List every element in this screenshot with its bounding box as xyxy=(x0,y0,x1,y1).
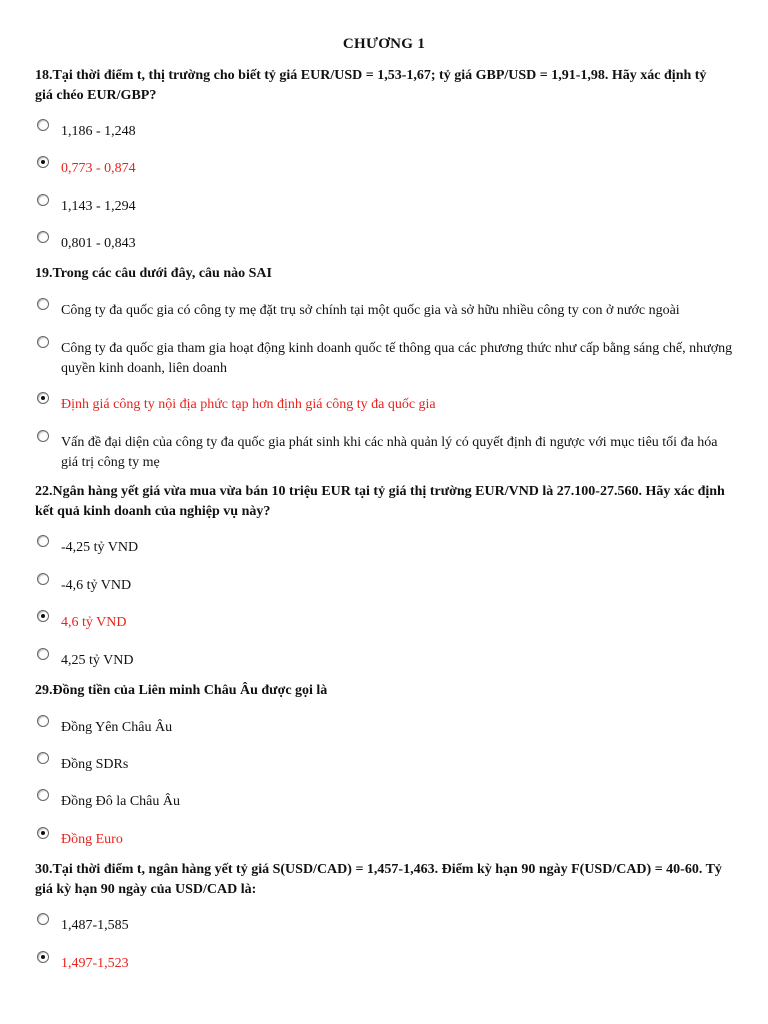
answer-option[interactable] xyxy=(37,755,737,775)
answer-option[interactable] xyxy=(37,916,737,936)
question-18-text: 18.Tại thời điểm t, thị trường cho biết tỷ giá EUR/USD = 1,53-1,67; tỷ giá GBP/USD = 1,91-1,98. Hãy xác định tỷ giá chéo EUR/GBP? xyxy=(35,68,707,103)
radio-button-checked-icon[interactable] xyxy=(37,392,49,404)
question-30-text: 30.Tại thời điểm t, ngân hàng yết tỷ giá S(USD/CAD) = 1,457-1,463. Điểm kỳ hạn 90 ngày F(USD/CAD) = 40-60. Tỷ giá kỳ hạn 90 ngày của USD/CAD là: xyxy=(35,862,722,897)
answer-option-label: 0,773 - 0,874 xyxy=(61,161,136,176)
radio-button-icon[interactable] xyxy=(37,752,49,764)
answer-option[interactable] xyxy=(37,122,737,142)
radio-button-icon[interactable] xyxy=(37,430,49,442)
radio-button-icon[interactable] xyxy=(37,535,49,547)
answer-option-label: 1,143 - 1,294 xyxy=(61,199,136,214)
answer-option-label: Công ty đa quốc gia tham gia hoạt động kinh doanh quốc tế thông qua các phương thức như cấp bằng sáng chế, nhượng quyền kinh doanh, liên doanh xyxy=(61,341,733,376)
answer-option-label: -4,25 tỷ VND xyxy=(61,540,139,555)
answer-option[interactable] xyxy=(37,718,737,738)
answer-option-label: 4,6 tỷ VND xyxy=(61,615,127,630)
answer-option-selected[interactable] xyxy=(37,395,737,415)
answer-option-label: 4,25 tỷ VND xyxy=(61,653,134,668)
radio-button-icon[interactable] xyxy=(37,119,49,131)
answer-option-label: Đồng Yên Châu Âu xyxy=(61,720,173,735)
answer-option-label: Công ty đa quốc gia có công ty mẹ đặt trụ sở chính tại một quốc gia và sở hữu nhiều công ty con ở nước ngoài xyxy=(61,303,680,318)
answer-option-selected[interactable] xyxy=(37,613,737,633)
question-19-text: 19.Trong các câu dưới đây, câu nào SAI xyxy=(35,266,272,281)
answer-option[interactable] xyxy=(37,433,737,473)
radio-button-checked-icon[interactable] xyxy=(37,610,49,622)
answer-option-label: -4,6 tỷ VND xyxy=(61,578,132,593)
radio-button-icon[interactable] xyxy=(37,194,49,206)
radio-button-icon[interactable] xyxy=(37,573,49,585)
answer-option-selected[interactable] xyxy=(37,159,737,179)
chapter-title: CHƯƠNG 1 xyxy=(342,36,426,52)
answer-option-label: Đồng Đô la Châu Âu xyxy=(61,794,180,809)
answer-option[interactable] xyxy=(37,538,737,558)
answer-option[interactable] xyxy=(37,234,737,254)
answer-option-label: 0,801 - 0,843 xyxy=(61,236,136,251)
answer-option-label: 1,497-1,523 xyxy=(61,956,129,971)
answer-option[interactable] xyxy=(37,339,737,379)
radio-button-checked-icon[interactable] xyxy=(37,156,49,168)
answer-option[interactable] xyxy=(37,576,737,596)
answer-option[interactable] xyxy=(37,301,737,321)
radio-button-icon[interactable] xyxy=(37,789,49,801)
radio-button-checked-icon[interactable] xyxy=(37,951,49,963)
answer-option[interactable] xyxy=(37,792,737,812)
answer-option-selected[interactable] xyxy=(37,830,737,850)
radio-button-checked-icon[interactable] xyxy=(37,827,49,839)
question-22-text: 22.Ngân hàng yết giá vừa mua vừa bán 10 triệu EUR tại tỷ giá thị trường EUR/VND là 27.100-27.560. Hãy xác định kết quả kinh doanh của nghiệp vụ này? xyxy=(35,484,725,519)
answer-option[interactable] xyxy=(37,651,737,671)
radio-button-icon[interactable] xyxy=(37,913,49,925)
answer-option-selected[interactable] xyxy=(37,954,737,974)
radio-button-icon[interactable] xyxy=(37,298,49,310)
radio-button-icon[interactable] xyxy=(37,336,49,348)
answer-option-label: Đồng Euro xyxy=(61,832,123,847)
radio-button-icon[interactable] xyxy=(37,231,49,243)
answer-option-label: 1,186 - 1,248 xyxy=(61,124,136,139)
answer-option[interactable] xyxy=(37,197,737,217)
answer-option-label: Vấn đề đại diện của công ty đa quốc gia phát sinh khi các nhà quản lý có quyết định đi ngược với mục tiêu tối đa hóa giá trị công ty mẹ xyxy=(61,435,718,470)
radio-button-icon[interactable] xyxy=(37,715,49,727)
answer-option-label: Định giá công ty nội địa phức tạp hơn định giá công ty đa quốc gia xyxy=(61,397,436,412)
radio-button-icon[interactable] xyxy=(37,648,49,660)
answer-option-label: 1,487-1,585 xyxy=(61,918,129,933)
question-29-text: 29.Đồng tiền của Liên minh Châu Âu được gọi là xyxy=(35,683,328,698)
answer-option-label: Đồng SDRs xyxy=(61,757,129,772)
